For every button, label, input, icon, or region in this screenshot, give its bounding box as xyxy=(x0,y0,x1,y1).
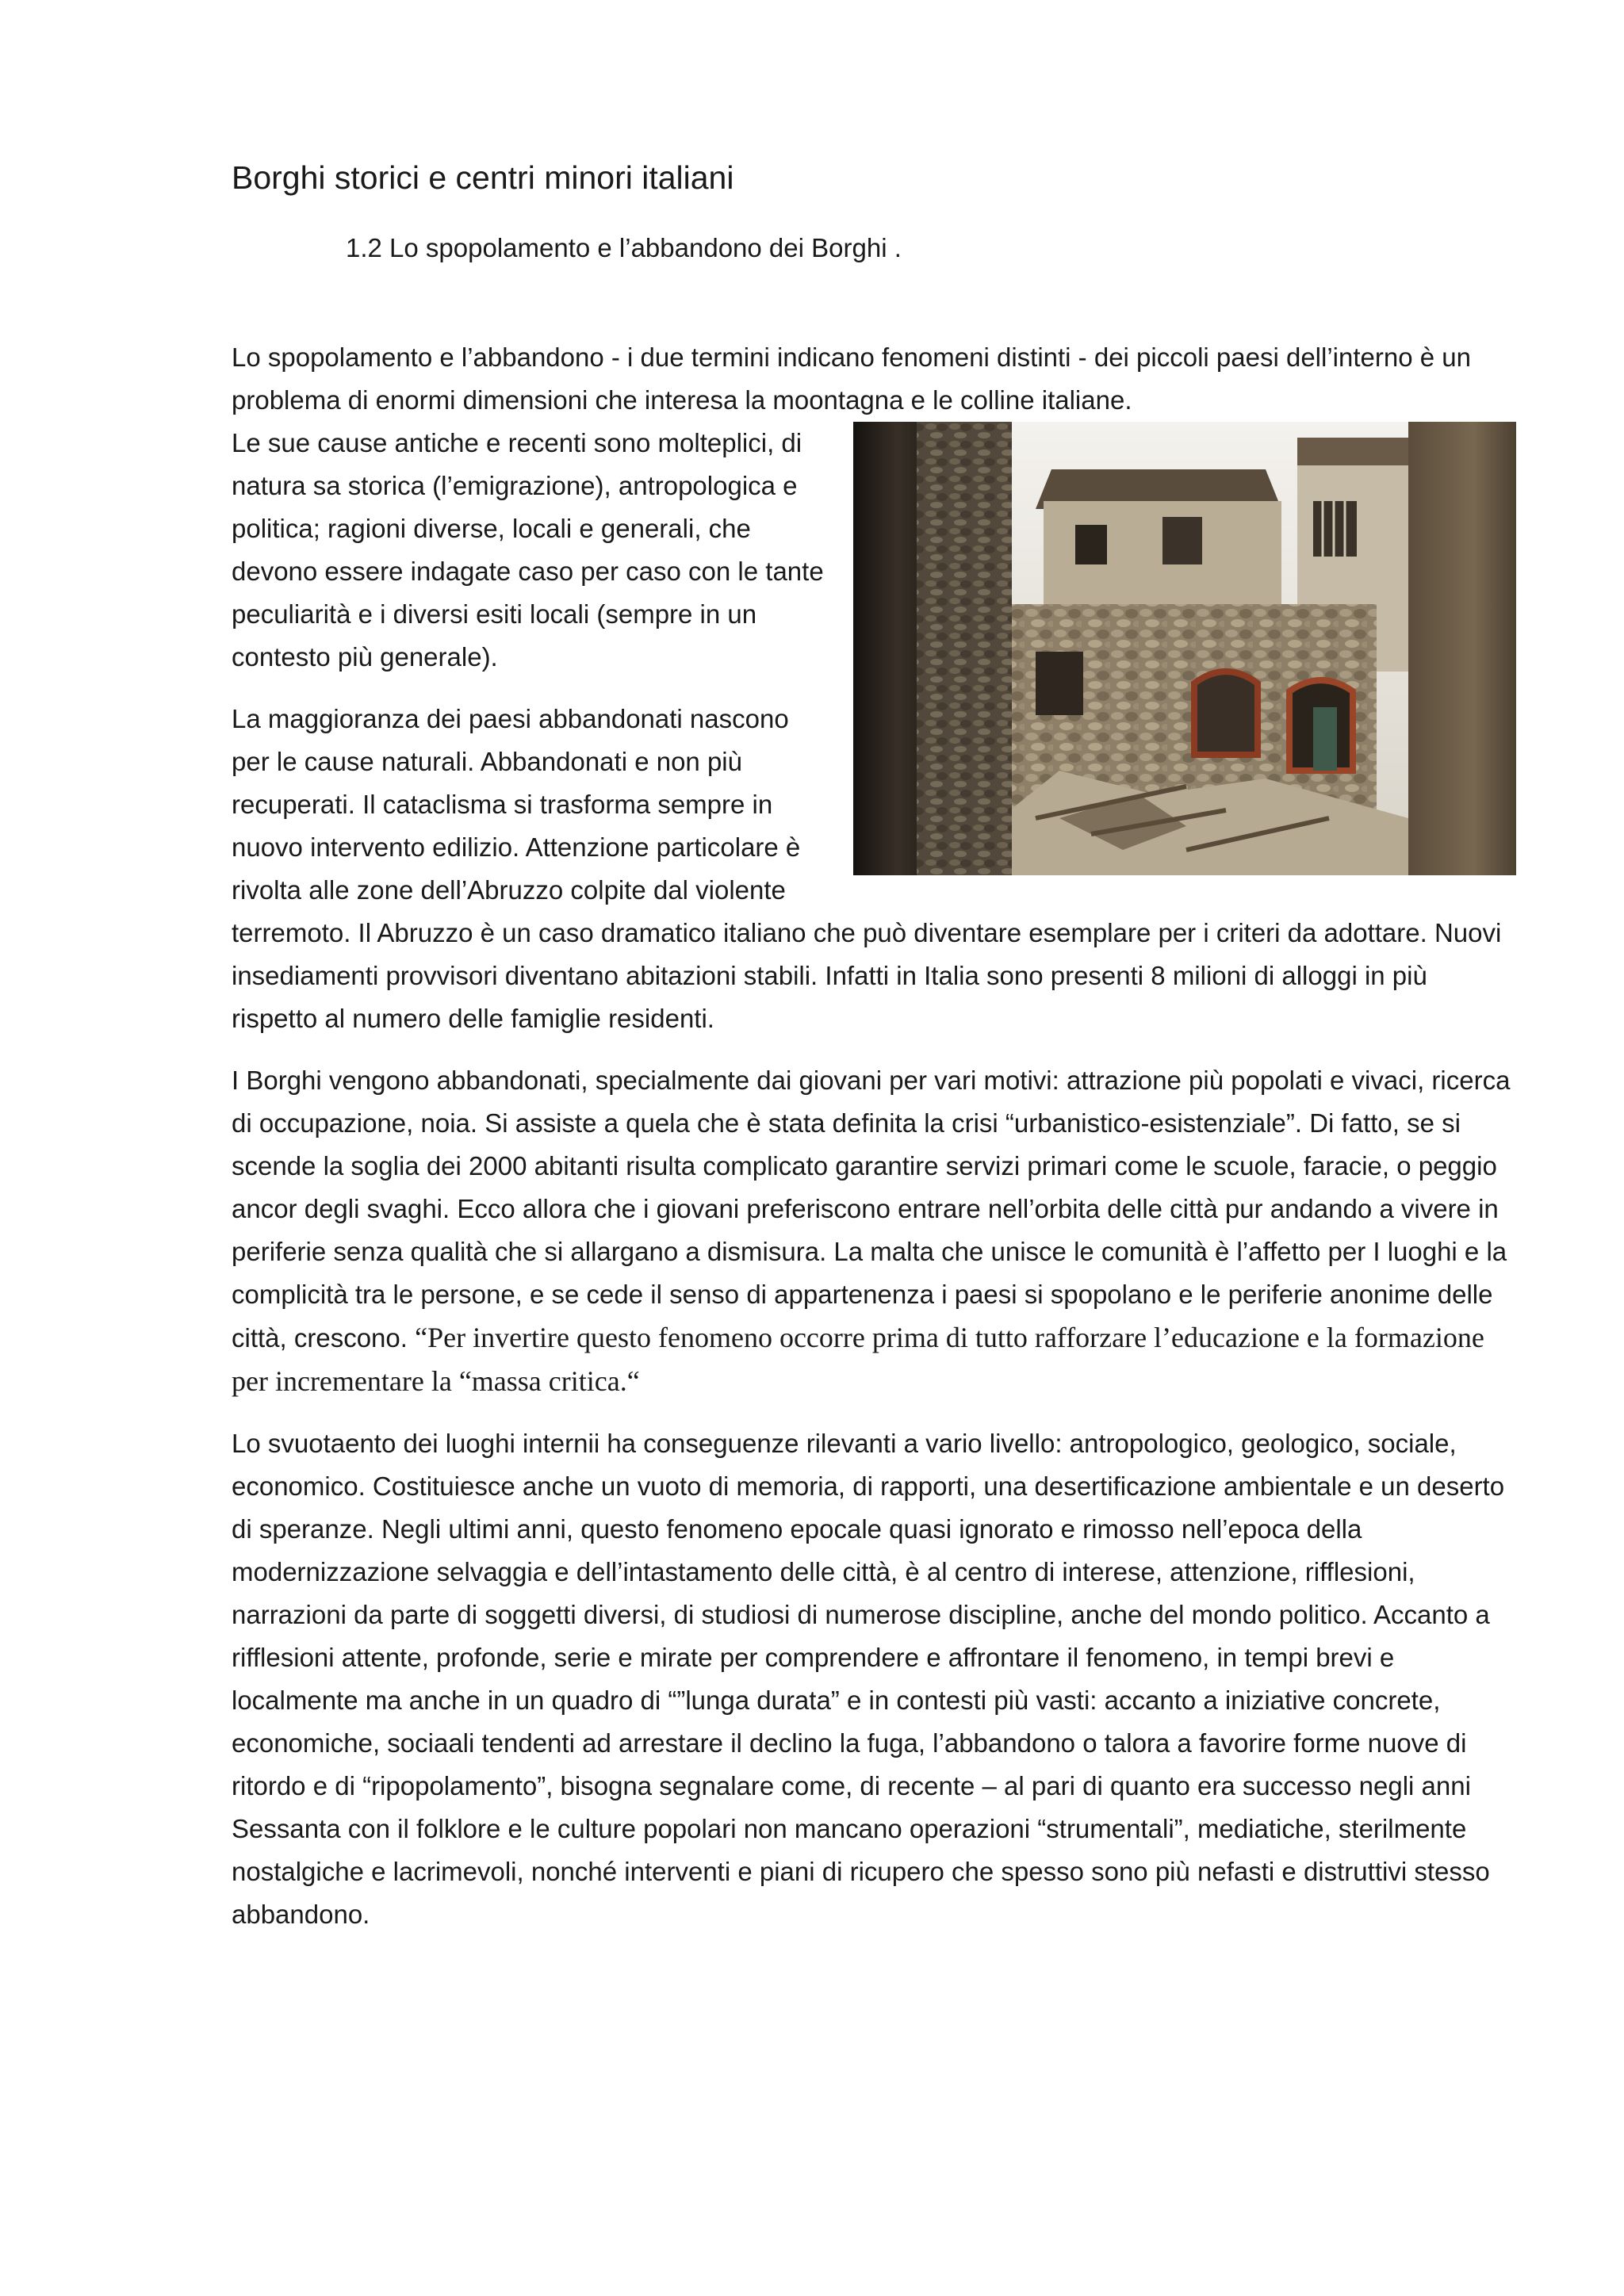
paragraph-young-people-text: I Borghi vengono abbandonati, specialmente dai giovani per vari motivi: attrazione più popolati e vivaci, ricerca di occupazione, noia. Si assiste a quela che è stata definita la crisi “urbanistico-esistenziale”. Di fatto, se si scende la soglia dei 2000 abitanti risulta complicato garantire servizi primari come le scuole, faracie, o peggio ancor degli svaghi. Ecco allora che i giovani preferiscono entrare nell’orbita delle città pur andando a vivere in periferie senza qualità che si allargano a dismisura. La malta che unisce le comunità è l’affetto per I luoghi e la complicità tra le persone, e se cede il senso di appartenenza i paesi si spopolano e le periferie anonime delle città, crescono. xyxy=(232,1066,1511,1353)
paragraph-young-people xyxy=(232,1059,1516,1403)
paragraph-natural-causes: La maggioranza dei paesi abbandonati nascono per le cause naturali. Abbandonati e non più recuperati. Il cataclisma si trasforma sempre in nuovo intervento edilizio. Attenzione particolare è rivolta alle zone dell’Abruzzo colpite dal violente terremoto. Il Abruzzo è un caso dramatico italiano che può diventare esemplare per i criteri da adottare. Nuovi insediamenti provvisori diventano abitazioni stabili. Infatti in Italia sono presenti 8 milioni di alloggi in più rispetto al numero delle famiglie residenti. xyxy=(232,704,1502,1033)
quote-educazione: “Per invertire questo fenomeno occorre prima di tutto rafforzare l’educazione e la formazione per incrementare la “massa critica.“ xyxy=(232,1322,1484,1397)
document-body xyxy=(232,336,1516,1955)
paragraph-intro: Lo spopolamento e l’abbandono - i due termini indicano fenomeni distinti - dei piccoli paesi dell’interno è un problema di enormi dimensioni che interesa la moontagna e le colline italiane. xyxy=(232,342,1471,415)
abandoned-village-photo xyxy=(853,422,1516,875)
document-title: Borghi storici e centri minori italiani xyxy=(232,159,734,196)
section-heading: 1.2 Lo spopolamento e l’abbandono dei Borghi . xyxy=(346,233,902,262)
paragraph-causes: Le sue cause antiche e recenti sono molteplici, di natura sa storica (l’emigrazione), antropologica e politica; ragioni diverse, locali e generali, che devono essere indagate caso per caso con le tante peculiarità e i diversi esiti locali (sempre in un contesto più generale). xyxy=(232,428,824,672)
paragraph-consequences: Lo svuotaento dei luoghi internii ha conseguenze rilevanti a vario livello: antropologico, geologico, sociale, economico. Costituiesce anche un vuoto di memoria, di rapporti, una desertificazione ambientale e un deserto di speranze. Negli ultimi anni, questo fenomeno epocale quasi ignorato e rimosso nell’epoca della modernizzazione selvaggia e dell’intastamento delle città, è al centro di interese, attenzione, rifflesioni, narrazioni da parte di soggetti diversi, di studiosi di numerose discipline, anche del mondo politico. Accanto a rifflesioni attente, profonde, serie e mirate per comprendere e affrontare il fenomeno, in tempi brevi e localmente ma anche in un quadro di “”lunga durata” e in contesti più vasti: accanto a iniziative concrete, economiche, sociaali tendenti ad arrestare il declino la fuga, l’abbandono o talora a favorire forme nuove di ritordo e di “ripopolamento”, bisogna segnalare come, di recente – al pari di quanto era successo negli anni Sessanta con il folklore e le culture popolari non mancano operazioni “strumentali”, mediatiche, sterilmente nostalgiche e lacrimevoli, nonché interventi e piani di ricupero che spesso sono più nefasti e distruttivi stesso abbandono. xyxy=(232,1429,1505,1929)
